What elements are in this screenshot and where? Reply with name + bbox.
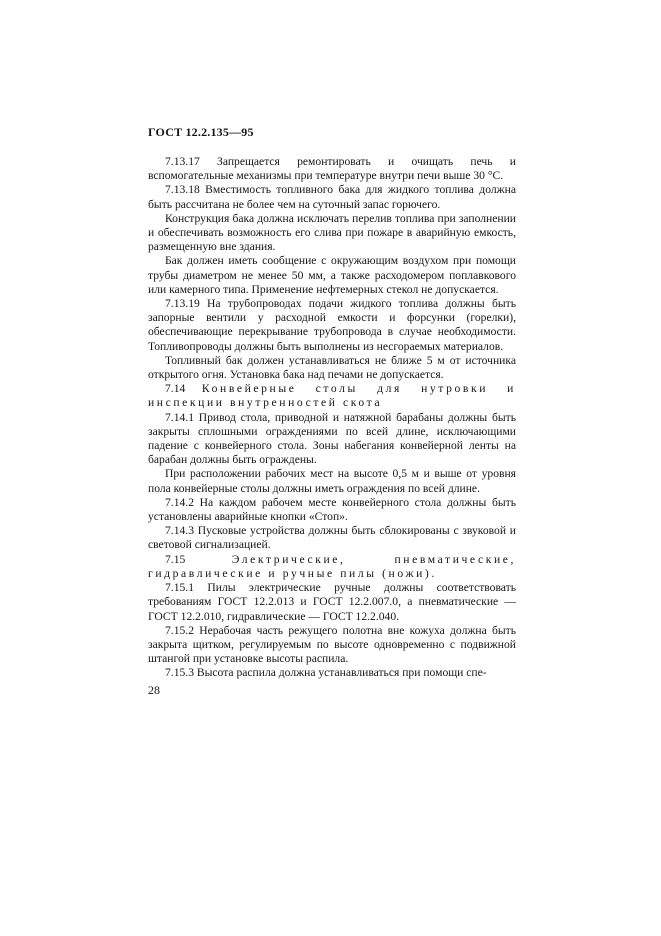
paragraph-7-14-3: 7.14.3 Пусковые устройства должны быть сблокированы с звуковой и световой сигнализацией. <box>148 524 516 552</box>
section-heading-7-15 <box>148 553 516 581</box>
section-title-7-14: Конвейерные столы для нутровки и инспекции внутренностей скота <box>148 382 516 410</box>
section-title-7-15: Электрические, пневматические, гидравлические и ручные пилы (ножи). <box>148 552 516 580</box>
paragraph-7-13-19: 7.13.19 На трубопроводах подачи жидкого топлива должны быть запорные вентили у расходной емкости и форсунки (горелки), обеспечивающие перекрывание трубопровода в случае необходимости. Топливопроводы должны быть выполнены из несгораемых материалов. <box>148 297 516 353</box>
paragraph-tank-air: Бак должен иметь сообщение с окружающим воздухом при помощи трубы диаметром не менее 50 мм, а также расходомером поплавкового или камерного типа. Применение нефтемерных стекол не допускается. <box>148 254 516 296</box>
paragraph-7-14-1: 7.14.1 Привод стола, приводной и натяжной барабаны должны быть закрыты сплошными ограждениями по всей длине, исключающими падение с конвейерного стола. Зоны набегания конвейерной ленты на барабан должны быть ограждены. <box>148 410 516 467</box>
paragraph-7-13-18: 7.13.18 Вместимость топливного бака для жидкого топлива должна быть рассчитана не более чем на суточный запас горючего. <box>148 183 516 211</box>
paragraph-workplace-height: При расположении рабочих мест на высоте 0,5 м и выше от уровня пола конвейерные столы должны иметь ограждения по всей длине. <box>148 467 516 495</box>
paragraph-7-15-1: 7.15.1 Пилы электрические ручные должны соответствовать требованиям ГОСТ 12.2.013 и ГОСТ 12.2.007.0, а пневматические — ГОСТ 12.2.010, гидравлические — ГОСТ 12.2.040. <box>148 581 516 623</box>
paragraph-7-13-17: 7.13.17 Запрещается ремонтировать и очищать печь и вспомогательные механизмы при температуре внутри печи выше 30 °С. <box>148 155 516 183</box>
section-number-7-14: 7.14 <box>165 382 186 396</box>
paragraph-fuel-tank-distance: Топливный бак должен устанавливаться не ближе 5 м от источника открытого огня. Установка бака над печами не допускается. <box>148 353 516 382</box>
paragraph-tank-design: Конструкция бака должна исключать перелив топлива при заполнении и обеспечивать возможность его слива при пожаре в аварийную емкость, размещенную вне здания. <box>148 211 516 254</box>
paragraph-7-15-3: 7.15.3 Высота распила должна устанавливаться при помощи спе- <box>165 666 487 680</box>
paragraph-7-14-2: 7.14.2 На каждом рабочем месте конвейерного стола должны быть установлены аварийные кнопки «Стоп». <box>148 495 516 524</box>
page-number: 28 <box>148 683 160 697</box>
document-header: ГОСТ 12.2.135—95 <box>148 125 254 139</box>
section-number-7-15: 7.15 <box>165 552 186 566</box>
section-heading-7-14 <box>148 382 516 410</box>
document-body <box>148 155 516 681</box>
paragraph-7-15-2: 7.15.2 Нерабочая часть режущего полотна вне кожуха должна быть закрыта щитком, регулируемым по высоте одновременно с подвижной штангой при установке высоты распила. <box>148 623 516 666</box>
